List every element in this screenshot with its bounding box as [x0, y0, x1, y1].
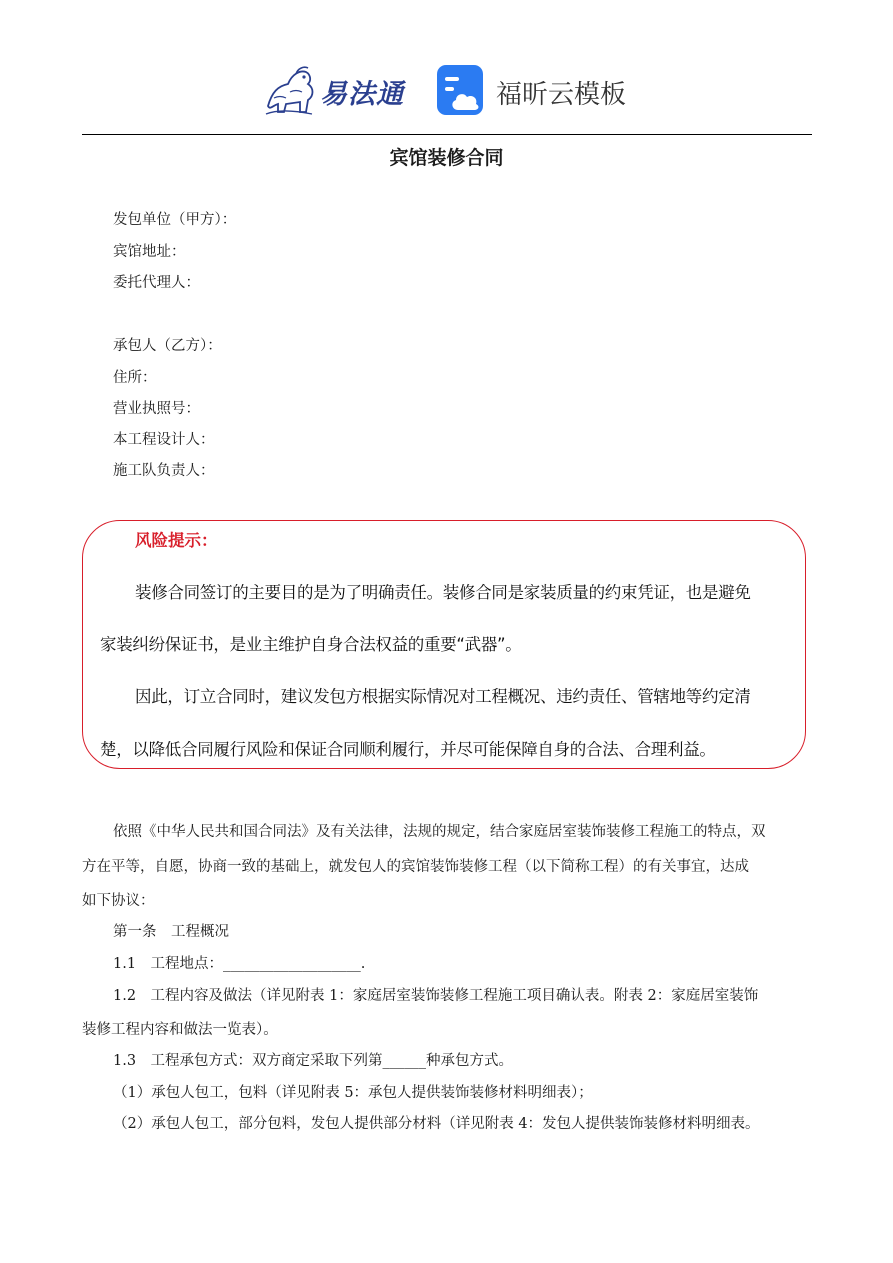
entrusted-agent: 委托代理人：: [113, 275, 200, 291]
intro-line-2: 方在平等，自愿，协商一致的基础上，就发包人的宾馆装饰装修工程（以下简称工程）的有关事宜，达成: [82, 859, 749, 875]
logo1-text: 易法通: [320, 79, 404, 110]
cloud-doc-icon: [436, 64, 486, 116]
intro-line-3: 如下协议：: [82, 893, 155, 909]
hotel-address: 宾馆地址：: [113, 244, 186, 260]
article-1-heading: 第一条 工程概况: [113, 924, 229, 940]
logo2-text: 福昕云模板: [496, 80, 627, 110]
yifatong-logo: [262, 62, 412, 118]
qilin-icon: [262, 62, 322, 118]
item-1-2-line-1: 1.2 工程内容及做法（详见附表 1：家庭居室装饰装修工程施工项目确认表。附表 2：家庭居室装饰: [113, 988, 759, 1004]
business-license: 营业执照号：: [113, 401, 200, 417]
risk-paragraph-2-line-2: 楚，以降低合同履行风险和保证合同顺利履行，并尽可能保障自身的合法、合理利益。: [100, 740, 716, 759]
option-1: （1）承包人包工，包料（详见附表 5：承包人提供装饰装修材料明细表）；: [113, 1085, 593, 1101]
risk-paragraph-1-line-2: 家装纠纷保证书，是业主维护自身合法权益的重要“武器”。: [100, 635, 522, 654]
header-divider: [82, 134, 812, 135]
item-1-3: 1.3 工程承包方式：双方商定采取下列第______种承包方式。: [113, 1053, 514, 1069]
header: [0, 56, 893, 126]
party-b-contractor: 承包人（乙方）：: [113, 338, 222, 354]
project-designer: 本工程设计人：: [113, 432, 215, 448]
risk-paragraph-2-line-1: 因此，订立合同时，建议发包方根据实际情况对工程概况、违约责任、管辖地等约定清: [135, 687, 751, 706]
intro-line-1: 依照《中华人民共和国合同法》及有关法律，法规的规定，结合家庭居室装饰装修工程施工的特点，双: [113, 824, 766, 840]
option-2: （2）承包人包工，部分包料，发包人提供部分材料（详见附表 4：发包人提供装饰装修材料明细表。: [113, 1116, 760, 1132]
document-title: 宾馆装修合同: [389, 147, 504, 169]
party-a-unit: 发包单位（甲方）：: [113, 212, 237, 228]
item-1-1: 1.1 工程地点：___________________.: [113, 956, 366, 972]
team-leader: 施工队负责人：: [113, 463, 215, 479]
item-1-2-line-2: 装修工程内容和做法一览表）。: [82, 1022, 278, 1038]
risk-paragraph-1-line-1: 装修合同签订的主要目的是为了明确责任。装修合同是家装质量的约束凭证，也是避免: [135, 583, 751, 602]
party-b-residence: 住所：: [113, 370, 157, 386]
risk-notice-title: 风险提示：: [135, 531, 218, 550]
fuxin-logo: [436, 64, 636, 120]
